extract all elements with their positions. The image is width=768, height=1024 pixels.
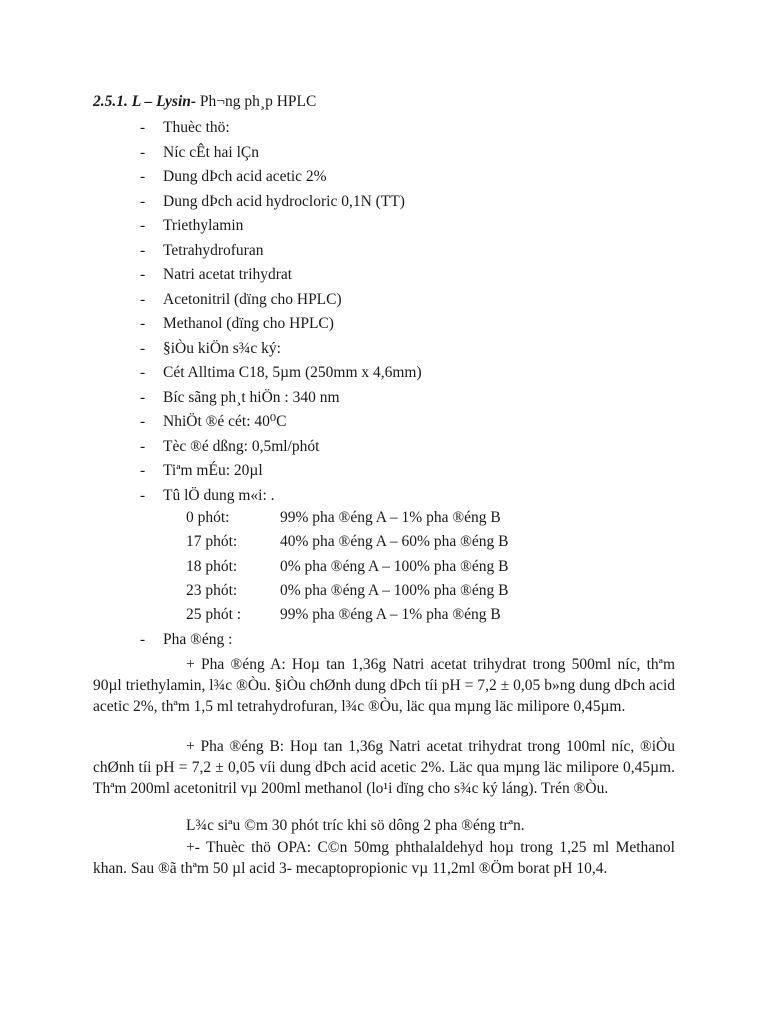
list-dash: - [140, 217, 146, 234]
list-dash: - [140, 241, 146, 259]
list-dash: - [140, 168, 146, 185]
gradient-time: 18 phót: [186, 557, 238, 575]
list-item [0, 484, 768, 509]
list-item-text: Tèc ®é dßng: 0,5ml/phót [163, 437, 320, 455]
gradient-time: 23 phót: [186, 581, 238, 599]
gradient-row [0, 555, 768, 579]
list-item-text: Natri acetat trihydrat [163, 266, 293, 283]
list-item-text: Triethylamin [163, 217, 244, 234]
list-item [0, 165, 768, 190]
list-dash: - [140, 486, 146, 504]
mobile-phase-label: Pha ®éng : [163, 631, 233, 648]
gradient-row [0, 579, 768, 603]
list-item-mobile-phase [0, 628, 768, 652]
list-item [0, 141, 768, 166]
gradient-row [0, 603, 768, 627]
gradient-composition: 0% pha ®éng A – 100% pha ®éng B [280, 557, 509, 575]
list-dash: - [140, 462, 146, 479]
list-item-text: Methanol (dïng cho HPLC) [163, 315, 334, 332]
list-item [0, 337, 768, 362]
list-item-text: Thuèc thö: [163, 119, 230, 136]
list-item-text: Cét Alltima C18, 5µm (250mm x 4,6mm) [163, 364, 422, 381]
list-item [0, 214, 768, 239]
gradient-time: 0 phót: [186, 509, 230, 526]
list-dash: - [140, 266, 146, 283]
gradient-composition: 0% pha ®éng A – 100% pha ®éng B [280, 581, 509, 599]
list-dash: - [140, 388, 146, 406]
section-title: Ph¬ng ph¸p HPLC [199, 93, 317, 110]
gradient-composition: 99% pha ®éng A – 1% pha ®éng B [280, 606, 501, 624]
gradient-composition: 99% pha ®éng A – 1% pha ®éng B [280, 509, 501, 526]
paragraph-phase-b: + Pha ®éng B: Hoµ tan 1,36g Natri acetat trihydrat trong 100ml níc, ®iÒu chØnh tíi pH = 7,2 ± 0,05 víi dung dÞch acid acetic 2%. Läc qua mµng läc milipore 0,45µm. Thªm 200ml acetonitril vµ 200ml methanol (lo¹i dïng cho s¾c ký láng). Trén ®Òu. [93, 738, 675, 797]
list-dash: - [140, 413, 146, 430]
list-item-text: Tiªm mÉu: 20µl [163, 462, 263, 479]
list-item [0, 190, 768, 215]
list-item-text: Bíc sãng ph¸t hiÖn : 340 nm [163, 388, 340, 406]
gradient-row [0, 506, 768, 530]
list-item-text: Dung dÞch acid acetic 2% [163, 168, 327, 185]
list-item [0, 239, 768, 264]
list-dash: - [140, 290, 146, 308]
list-dash: - [140, 364, 146, 381]
list-dash: - [140, 339, 146, 357]
list-item [0, 459, 768, 484]
list-dash: - [140, 192, 146, 210]
gradient-table [0, 506, 768, 627]
list-item [0, 386, 768, 411]
paragraph-phase-a: + Pha ®éng A: Hoµ tan 1,36g Natri acetat trihydrat trong 500ml níc, thªm 90µl triethylamin, l¾c ®Òu. §iÒu chØnh dung dÞch tíi pH = 7,2 ± 0,05 b»ng dung dÞch acid acetic 2%, thªm 1,5 ml tetrahydrofuran, l¾c ®Òu, läc qua mµng läc milipore 0,45µm. [93, 656, 675, 715]
list-item-text: Tetrahydrofuran [163, 241, 264, 259]
list-item [0, 116, 768, 141]
list-item [0, 410, 768, 435]
list-item [0, 361, 768, 386]
list-item-text: §iÒu kiÖn s¾c ký: [163, 339, 281, 357]
list-item [0, 312, 768, 337]
list-dash: - [140, 119, 146, 136]
section-number: 2.5.1. L – Lysin- [93, 93, 197, 110]
list-item-text: NhiÖt ®é cét: 40⁰C [163, 413, 287, 430]
gradient-row [0, 530, 768, 554]
gradient-time: 25 phót : [186, 606, 242, 624]
list-item-text: Níc cÊt hai lÇn [163, 143, 259, 161]
reagent-list [0, 116, 768, 508]
list-item-text: Tû lÖ dung m«i: . [163, 486, 275, 504]
paragraph-sonicate: L¾c siªu ©m 30 phót tríc khi sö dông 2 pha ®éng trªn. [186, 817, 525, 834]
list-item-text: Acetonitril (dïng cho HPLC) [163, 290, 342, 308]
list-dash: - [140, 143, 146, 161]
list-dash: - [140, 631, 146, 648]
section-heading [93, 93, 316, 111]
list-dash: - [140, 315, 146, 332]
list-item [0, 435, 768, 460]
list-dash: - [140, 437, 146, 455]
gradient-composition: 40% pha ®éng A – 60% pha ®éng B [280, 533, 509, 551]
list-item-text: Dung dÞch acid hydrocloric 0,1N (TT) [163, 192, 405, 210]
gradient-time: 17 phót: [186, 533, 238, 551]
list-item [0, 263, 768, 288]
paragraph-opa-reagent: +- Thuèc thö OPA: C©n 50mg phthalaldehyd hoµ trong 1,25 ml Methanol khan. Sau ®ã thªm 50 µl acid 3- mecaptopropionic vµ 11,2ml ®Öm borat pH 10,4. [93, 839, 675, 877]
list-item [0, 288, 768, 313]
